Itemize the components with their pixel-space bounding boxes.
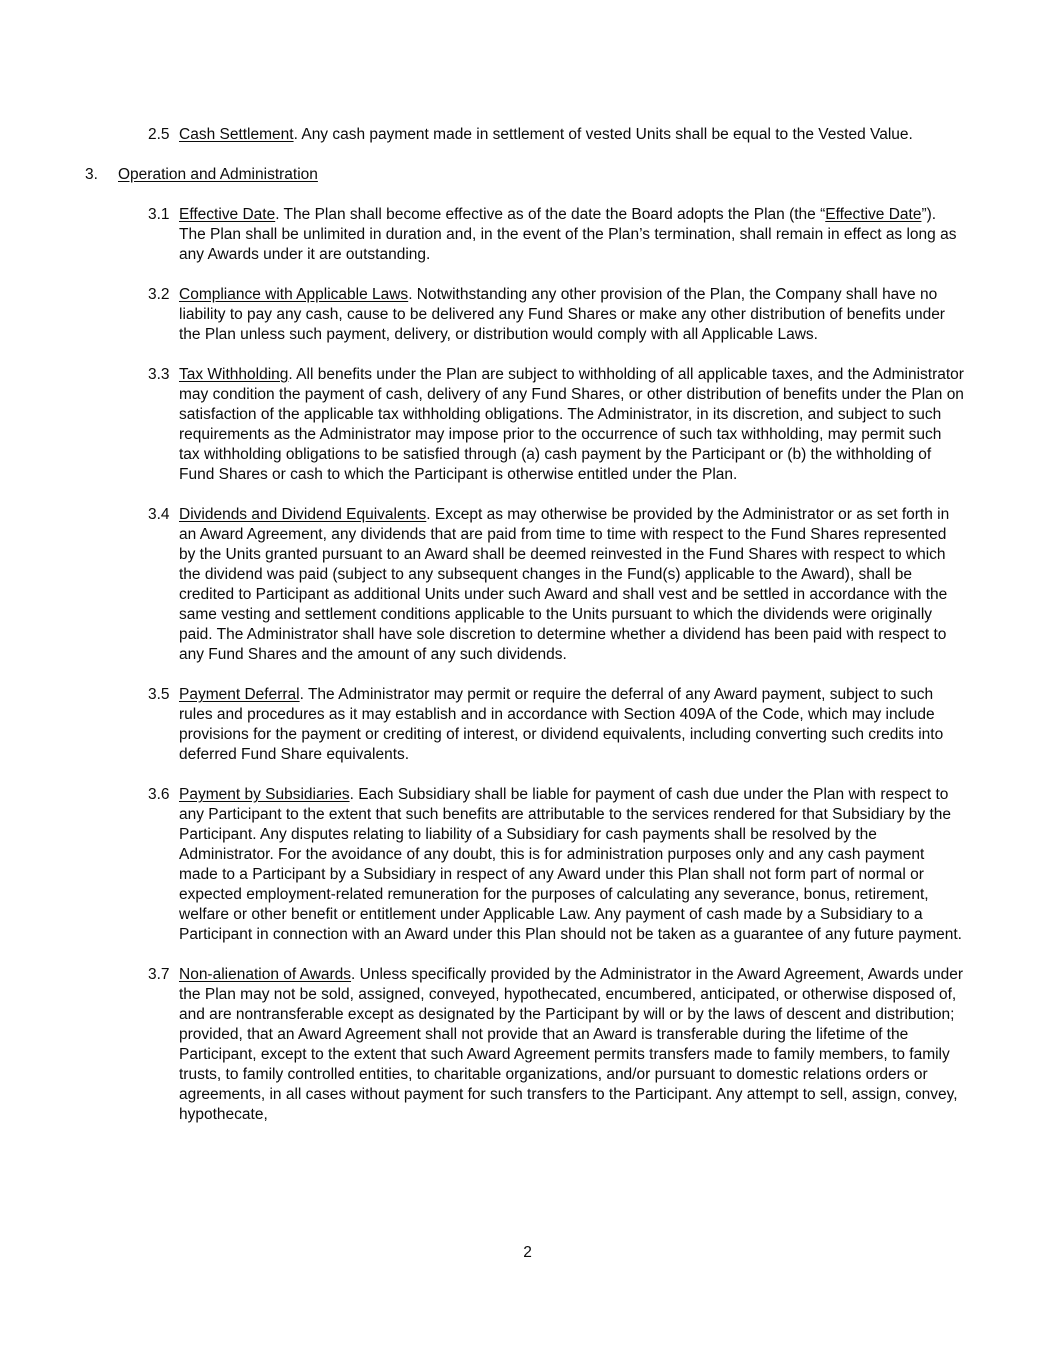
section-heading: Operation and Administration (118, 166, 318, 183)
page-footer (0, 1243, 1055, 1263)
section-heading: Payment Deferral (179, 686, 300, 703)
section-body-text: . Any cash payment made in settlement of vested Units shall be equal to the Vested Value. (293, 126, 913, 143)
section-body-text: . Each Subsidiary shall be liable for payment of cash due under the Plan with respect to any Participant to the extent that such benefits are attributable to the services rendered for that Subsidiary by the Participant. Any disputes relating to liability of a Subsidiary for cash payments shall be resolved by the Administrator. For the avoidance of any doubt, this is for administration purposes only and any cash payment made to a Participant by a Subsidiary in respect of any Award under this Plan shall not form part of normal or expected employment-related remuneration for the purposes of calculating any severance, bonus, retirement, welfare or other benefit or entitlement under Applicable Law. Any payment of cash made by a Subsidiary to a Participant in connection with an Award under this Plan should not be taken as a guarantee of any future payment. (179, 786, 962, 943)
section-number: 3.4 (148, 506, 170, 523)
section-text (118, 165, 965, 185)
section-number: 3.1 (148, 206, 170, 223)
section-heading: Effective Date (825, 206, 922, 223)
section-body-text: . The Administrator may permit or require the deferral of any Award payment, subject to such rules and procedures as it may establish and in accordance with Section 409A of the Code, which may include provisions for the payment or crediting of interest, or dividend equivalents, including converting such credits into deferred Fund Share equivalents. (179, 686, 944, 763)
section-heading: Cash Settlement (179, 126, 294, 143)
section-heading: Non-alienation of Awards (179, 966, 352, 983)
section-text (179, 505, 965, 665)
section-text (179, 785, 965, 945)
section-body-text: . Notwithstanding any other provision of the Plan, the Company shall have no liability to pay any cash, cause to be delivered any Fund Shares or make any other distribution of benefits under the Plan unless such payment, delivery, or distribution would comply with all Applicable Laws. (179, 286, 945, 343)
section-3-1 (148, 205, 965, 265)
section-heading: Compliance with Applicable Laws (179, 286, 409, 303)
section-3 (85, 165, 965, 185)
section-3-7 (148, 965, 965, 1125)
section-heading: Tax Withholding (179, 366, 289, 383)
section-number: 3. (85, 166, 98, 183)
section-2-5 (148, 125, 965, 145)
section-number: 3.2 (148, 286, 170, 303)
section-text (179, 125, 965, 145)
section-text (179, 365, 965, 485)
section-3-6 (148, 785, 965, 945)
section-number: 3.6 (148, 786, 170, 803)
section-3-4 (148, 505, 965, 665)
section-text (179, 965, 965, 1125)
section-number: 3.3 (148, 366, 170, 383)
section-heading: Dividends and Dividend Equivalents (179, 506, 427, 523)
section-body-text: . Except as may otherwise be provided by the Administrator or as set forth in an Award Agreement, any dividends that are paid from time to time with respect to the Fund Shares represented by the Units granted pursuant to an Award shall be deemed reinvested in the Fund Shares with respect to which the dividend was paid (subject to any subsequent changes in the Fund(s) applicable to the Award), shall be credited to Participant as additional Units under such Award and shall vest and be settled in accordance with the same vesting and settlement conditions applicable to the Units pursuant to which the dividends were originally paid. The Administrator shall have sole discretion to determine whether a dividend has been paid with respect to any Fund Shares and the amount of any such dividends. (179, 506, 950, 663)
section-body-text: . All benefits under the Plan are subject to withholding of all applicable taxes, and the Administrator may condition the payment of cash, delivery of any Fund Shares, or other distribution of benefits under the Plan on satisfaction of the applicable tax withholding obligations. The Administrator, in its discretion, and subject to such requirements as the Administrator may impose prior to the occurrence of such tax withholding, may permit such tax withholding obligations to be satisfied through (a) cash payment by the Participant or (b) the withholding of Fund Shares or cash to which the Participant is otherwise entitled under the Plan. (179, 366, 964, 483)
section-heading: Effective Date (179, 206, 276, 223)
section-number: 2.5 (148, 126, 170, 143)
section-body-text: ”). The Plan shall be unlimited in duration and, in the event of the Plan’s termination, shall remain in effect as long as any Awards under it are outstanding. (179, 206, 957, 263)
section-heading: Payment by Subsidiaries (179, 786, 350, 803)
section-body-text: . The Plan shall become effective as of the date the Board adopts the Plan (the “ (275, 206, 826, 223)
section-3-2 (148, 285, 965, 345)
page-number: 2 (523, 1244, 532, 1261)
section-3-5 (148, 685, 965, 765)
section-text (179, 205, 965, 265)
section-body-text: . Unless specifically provided by the Administrator in the Award Agreement, Awards under the Plan may not be sold, assigned, conveyed, hypothecated, encumbered, anticipated, or otherwise disposed of, and are nontransferable except as designated by the Participant by will or by the laws of descent and distribution; provided, that an Award Agreement shall not provide that an Award is transferable during the lifetime of the Participant, except to the extent that such Award Agreement permits transfers made to family members, to family trusts, to family controlled entities, to charitable organizations, and/or pursuant to domestic relations orders or agreements, in all cases without payment for such transfers to the Participant. Any attempt to sell, assign, convey, hypothecate, (179, 966, 964, 1123)
section-3-3 (148, 365, 965, 485)
section-text (179, 685, 965, 765)
section-number: 3.7 (148, 966, 170, 983)
section-number: 3.5 (148, 686, 170, 703)
section-text (179, 285, 965, 345)
